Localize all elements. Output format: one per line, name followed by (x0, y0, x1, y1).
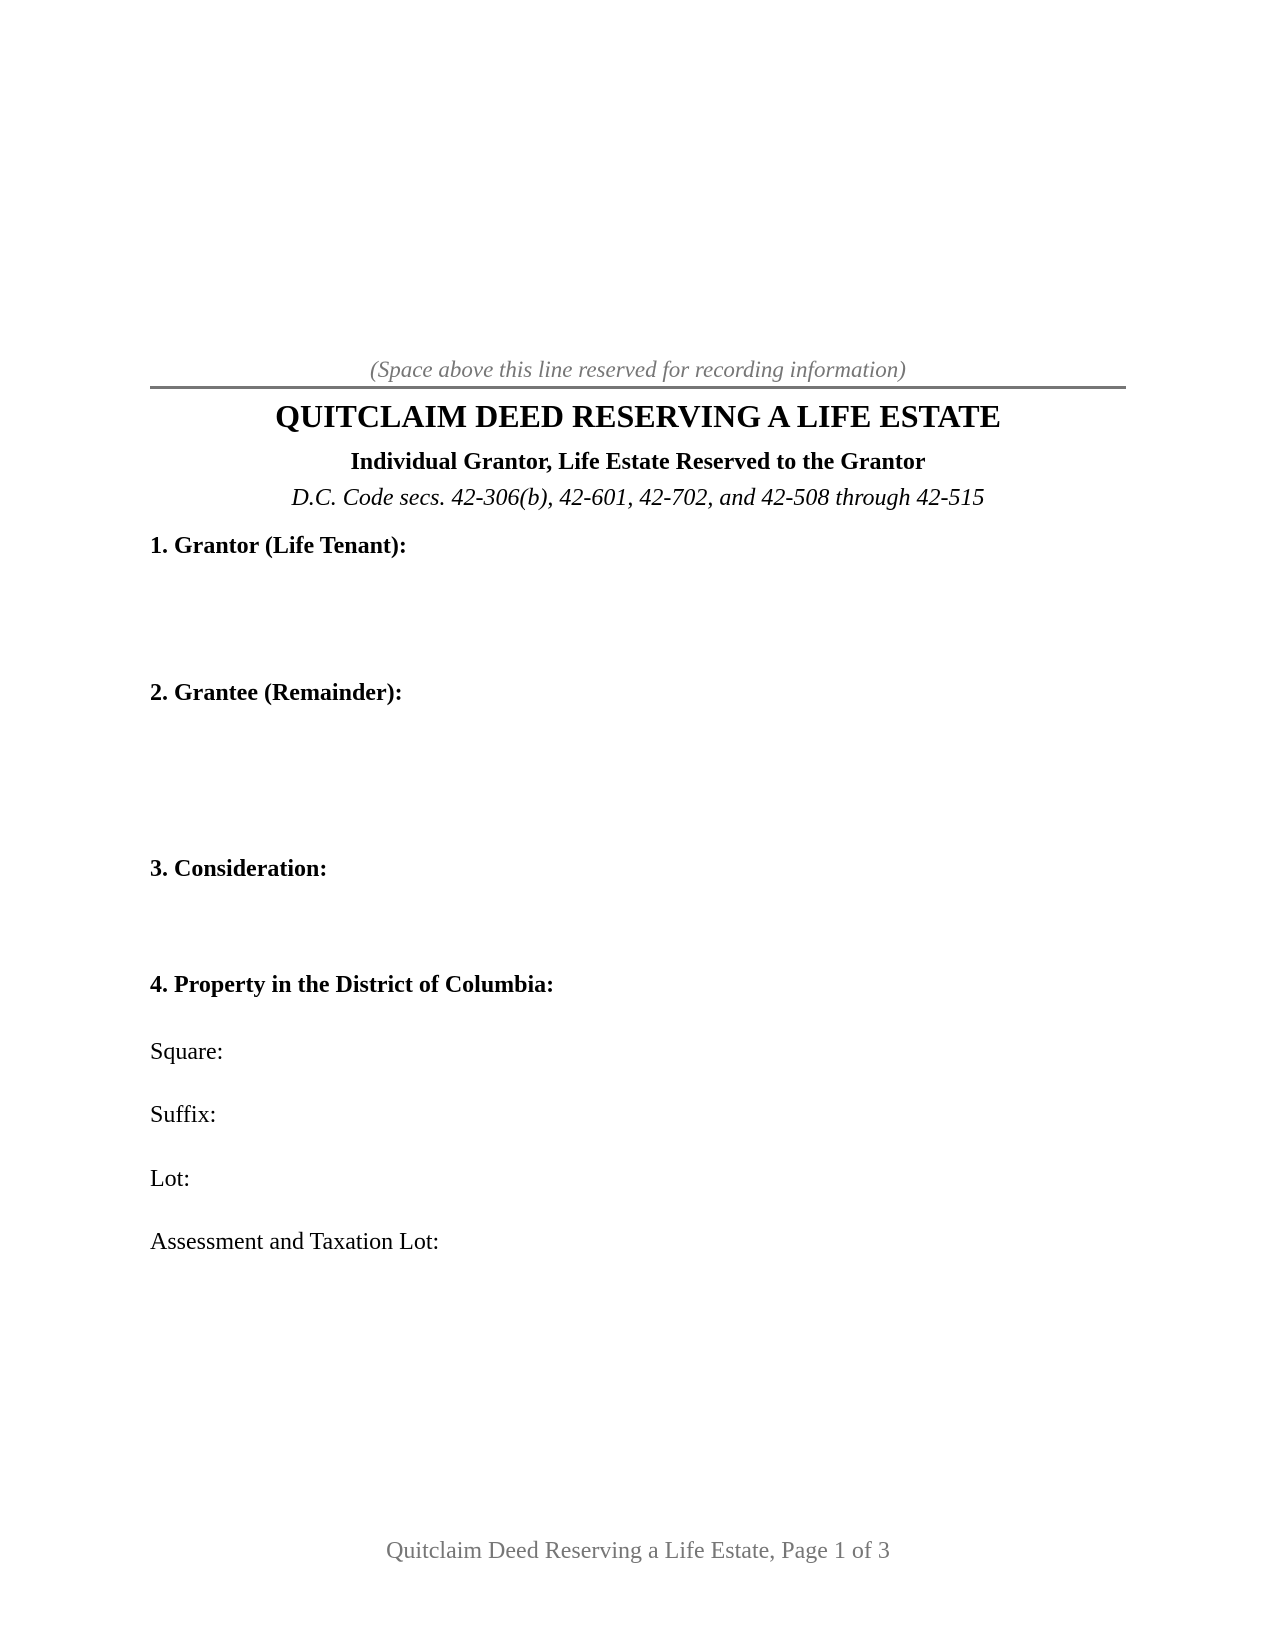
section-grantee-heading: 2. Grantee (Remainder): (150, 680, 403, 706)
recording-space-note: (Space above this line reserved for recording information) (370, 357, 906, 382)
page-footer: Quitclaim Deed Reserving a Life Estate, Page 1 of 3 (386, 1538, 890, 1564)
document-subtitle: Individual Grantor, Life Estate Reserved to the Grantor (350, 449, 926, 475)
section-grantor-heading: 1. Grantor (Life Tenant): (150, 533, 407, 559)
code-citation: D.C. Code secs. 42-306(b), 42-601, 42-702, and 42-508 through 42-515 (291, 485, 985, 511)
recording-divider (150, 386, 1126, 389)
lot-label: Lot: (150, 1166, 190, 1192)
suffix-label: Suffix: (150, 1102, 217, 1128)
assessment-taxation-lot-label: Assessment and Taxation Lot: (150, 1229, 440, 1255)
document-title: QUITCLAIM DEED RESERVING A LIFE ESTATE (275, 398, 1001, 434)
section-consideration-heading: 3. Consideration: (150, 856, 328, 882)
square-label: Square: (150, 1039, 224, 1065)
section-property-heading: 4. Property in the District of Columbia: (150, 972, 555, 998)
